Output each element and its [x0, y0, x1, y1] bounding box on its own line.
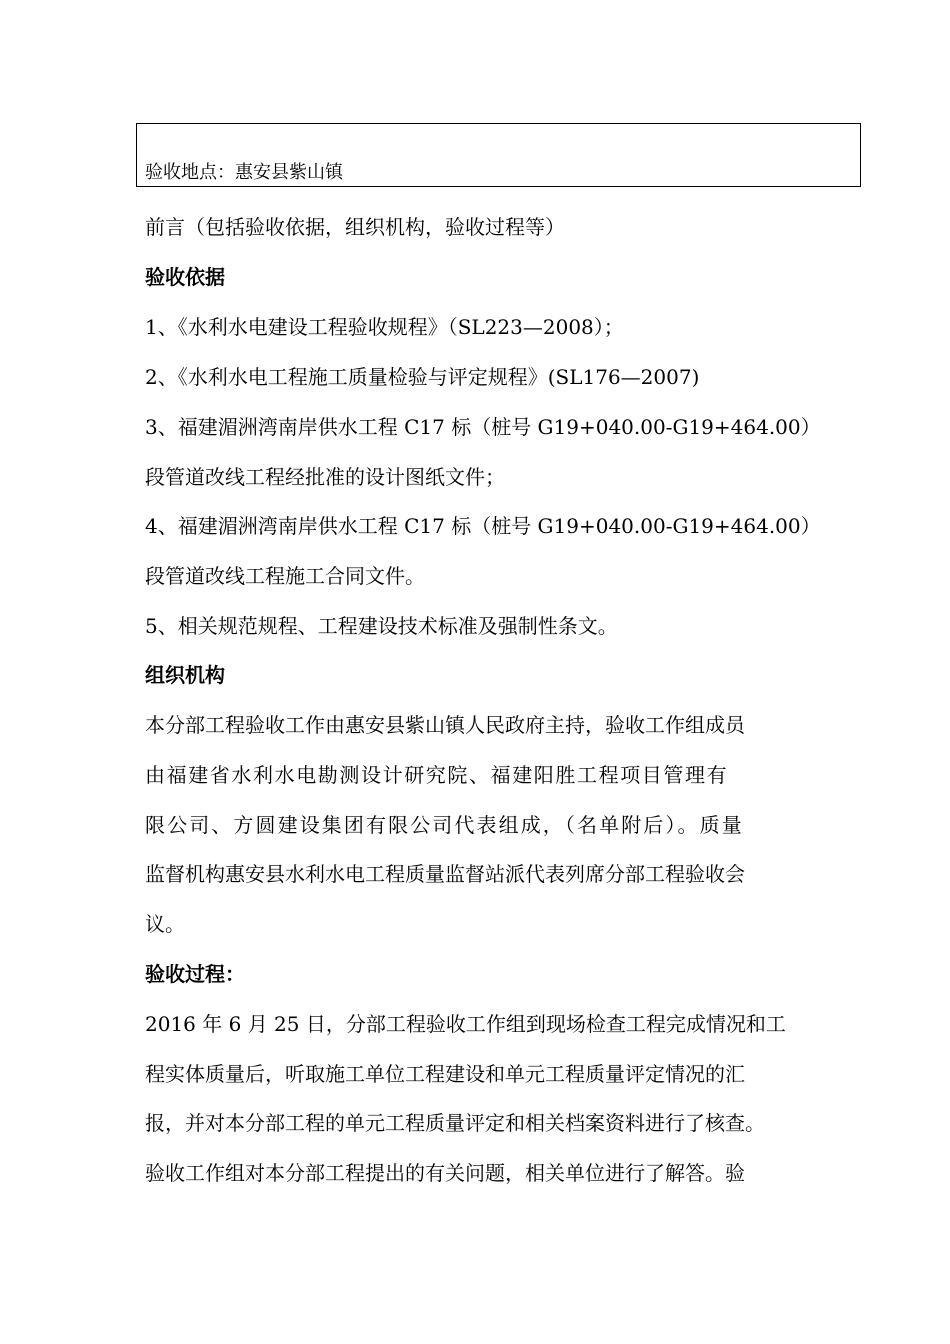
org-line-5: 议。	[145, 912, 185, 936]
org-line-2: 由福建省水利水电勘测设计研究院、福建阳胜工程项目管理有	[145, 763, 729, 787]
location-label: 验收地点：惠安县紫山镇	[145, 162, 343, 183]
basis-item-2: 2、《水利水电工程施工质量检验与评定规程》(SL176—2007)	[145, 365, 700, 389]
process-line-3: 报，并对本分部工程的单元工程质量评定和相关档案资料进行了核查。	[145, 1111, 765, 1135]
process-line-4: 验收工作组对本分部工程提出的有关问题，相关单位进行了解答。验	[145, 1161, 745, 1185]
process-heading: 验收过程：	[145, 962, 245, 986]
basis-item-1: 1、《水利水电建设工程验收规程》（SL223—2008）；	[145, 315, 624, 339]
location-box	[136, 123, 861, 187]
process-line-1: 2016 年 6 月 25 日，分部工程验收工作组到现场检查工程完成情况和工	[145, 1012, 786, 1036]
basis-heading: 验收依据	[145, 265, 225, 289]
basis-item-5: 5、相关规范规程、工程建设技术标准及强制性条文。	[145, 614, 618, 638]
process-line-2: 程实体质量后，听取施工单位工程建设和单元工程质量评定情况的汇	[145, 1062, 745, 1086]
basis-item-4: 4、福建湄洲湾南岸供水工程 C17 标（桩号 G19+040.00-G19+464.00）	[145, 514, 821, 538]
basis-item-4-cont: 段管道改线工程施工合同文件。	[145, 564, 425, 588]
org-heading: 组织机构	[145, 663, 225, 687]
org-line-4: 监督机构惠安县水利水电工程质量监督站派代表列席分部工程验收会	[145, 862, 745, 886]
basis-item-3-cont: 段管道改线工程经批准的设计图纸文件；	[145, 465, 505, 489]
org-line-3: 限公司、方圆建设集团有限公司代表组成，（名单附后）。质量	[145, 813, 744, 837]
preface-line: 前言（包括验收依据，组织机构，验收过程等）	[145, 215, 565, 239]
basis-item-3: 3、福建湄洲湾南岸供水工程 C17 标（桩号 G19+040.00-G19+464.00）	[145, 415, 821, 439]
org-line-1: 本分部工程验收工作由惠安县紫山镇人民政府主持，验收工作组成员	[145, 713, 745, 737]
